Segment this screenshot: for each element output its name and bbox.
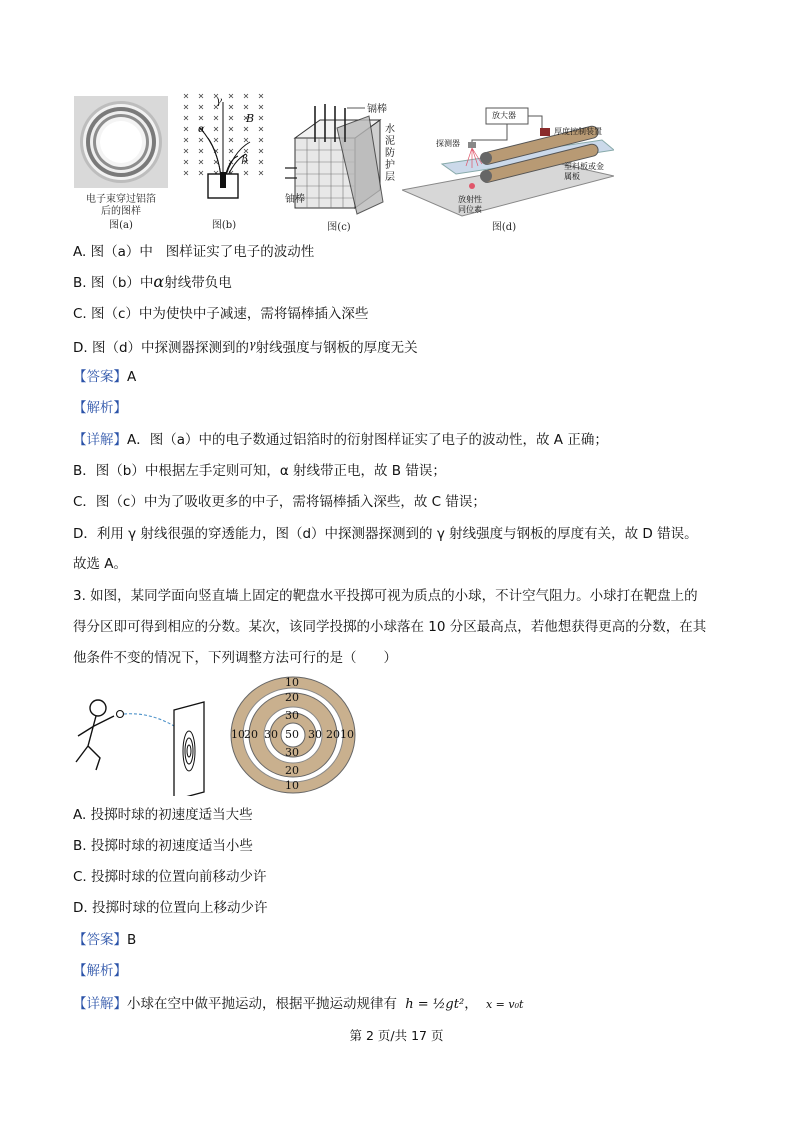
q3-option-c: C. 投掷时球的位置向前移动少许 [73,869,267,885]
score-10-right: 10 [340,728,354,741]
q2-answer: 【答案】A [73,369,137,385]
score-10-bottom: 10 [285,779,299,792]
score-30-left: 30 [264,728,278,741]
figure-a [74,96,168,230]
field-cross-mark [214,138,218,142]
gamma-label: γ [216,96,222,107]
q2-option-c: C. 图（c）中为使快中子减速，需将镉棒插入深些 [73,306,369,322]
score-30-right: 30 [308,728,322,741]
q3-answer: 【答案】B [73,932,137,948]
shield-label: 水泥防护层 [385,124,395,183]
field-cross-mark [259,138,263,142]
figure-a-caption-line2: 后的图样 [101,206,141,217]
field-cross-mark [229,105,233,109]
score-30-bottom: 30 [285,746,299,759]
formula-distance: x = v₀t [485,998,524,1011]
q2-option-a: A. 图（a）中 图样证实了电子的波动性 [73,244,315,260]
field-cross-mark [184,160,188,164]
page-footer: 第 2 页/共 17 页 [349,1028,444,1043]
field-cross-mark [199,94,203,98]
score-20-left: 20 [244,728,258,741]
field-cross-mark [259,105,263,109]
detector-label: 探测器 [436,139,460,148]
field-cross-mark [214,116,218,120]
q2-detail-a: 【详解】A．图（a）中的电子数通过铝箔时的衍射图样证实了电子的波动性，故 A 正确； [73,432,608,448]
field-cross-mark [199,149,203,153]
q3-stem-line2: 得分区即可得到相应的分数。某次，该同学投掷的小球落在 10 分区最高点，若他想获得更高的分数，在其 [73,619,707,635]
field-cross-mark [199,138,203,142]
field-cross-mark [184,116,188,120]
isotope-label-line2: 同位素 [458,205,482,214]
q3-stem-line3: 他条件不变的情况下，下列调整方法可行的是（ ） [73,650,397,666]
q3-stem-line1: 3. 如图，某同学面向竖直墙上固定的靶盘水平投掷可视为质点的小球，不计空气阻力。小球打在靶盘上的 [73,588,698,604]
score-20-top: 20 [285,691,299,704]
q3-analysis-heading: 【解析】 [73,963,127,979]
field-cross-mark [244,171,248,175]
field-cross-mark [259,116,263,120]
q2-detail-c: C．图（c）中为了吸收更多的中子，需将镉棒插入深些，故 C 错误； [73,494,486,510]
thrower-diagram [70,696,220,796]
field-cross-mark [244,149,248,153]
field-cross-mark [199,171,203,175]
field-cross-mark [244,138,248,142]
field-cross-mark [259,127,263,131]
field-cross-mark [199,105,203,109]
magnetic-field-diagram [180,90,270,218]
figure-d [402,100,614,233]
beta-label: β [242,154,248,165]
q2-conclusion: 故选 A。 [73,556,128,572]
fuel-rod-label: 铀棒 [285,194,305,205]
q3-detail: 【详解】小球在空中做平抛运动，根据平抛运动规律有 h = ½gt²， x = v₀t [73,996,524,1012]
q2-option-b: B. 图（b）中α射线带负电 [73,272,232,291]
field-cross-mark [199,116,203,120]
field-cross-mark [199,160,203,164]
figure-b [180,90,270,230]
score-10-left: 10 [231,728,245,741]
field-cross-mark [259,160,263,164]
field-cross-mark [184,127,188,131]
figure-a-label: 图(a) [109,220,133,231]
q3-option-b: B. 投掷时球的初速度适当小些 [73,838,253,854]
q2-analysis-heading: 【解析】 [73,400,127,416]
field-cross-mark [244,127,248,131]
field-cross-mark [259,171,263,175]
field-cross-mark [244,94,248,98]
q2-detail-d: D．利用 γ 射线很强的穿透能力，图（d）中探测器探测到的 γ 射线强度与钢板的厚度有关，故 D 错误。 [73,526,698,542]
diffraction-pattern-image [74,96,168,188]
field-cross-mark [229,138,233,142]
figure-c [285,98,410,233]
cadmium-rod-label: 镉棒 [367,104,387,115]
figure-c-label: 图(c) [327,222,351,233]
field-cross-mark [184,149,188,153]
field-cross-mark [184,94,188,98]
field-cross-mark [184,171,188,175]
figure-a-caption-line1: 电子束穿过铝箔 [86,194,156,205]
field-cross-mark [229,149,233,153]
field-cross-mark [259,149,263,153]
figure-d-label: 图(d) [491,222,517,233]
isotope-label-line1: 放射性 [458,195,482,204]
field-cross-mark [184,105,188,109]
field-cross-mark [184,138,188,142]
q2-option-d: D. 图（d）中探测器探测到的$^\gamma$射线强度与钢板的厚度无关 [73,338,418,356]
score-20-bottom: 20 [285,764,299,777]
q2-detail-b: B．图（b）中根据左手定则可知，α 射线带正电，故 B 错误； [73,463,446,479]
alpha-label: α [198,124,205,135]
field-cross-mark [244,105,248,109]
score-10-top: 10 [285,676,299,689]
target-board [228,676,358,794]
score-30-top: 30 [285,709,299,722]
gamma-symbol: γ [249,338,256,351]
field-cross-mark [229,127,233,131]
formula-height: h = ½gt² [405,997,465,1012]
q3-option-d: D. 投掷时球的位置向上移动少许 [73,900,268,916]
plate-label: 塑料板或金属板 [564,162,604,181]
alpha-symbol: α [153,272,165,291]
field-cross-mark [229,116,233,120]
amplifier-label: 放大器 [492,111,516,120]
field-cross-mark [229,94,233,98]
thickness-control-label: 厚度控制装置 [554,127,602,136]
score-50-center: 50 [285,728,299,741]
q3-option-a: A. 投掷时球的初速度适当大些 [73,807,253,823]
field-b-label: B [246,112,255,125]
field-cross-mark [259,94,263,98]
figure-b-label: 图(b) [211,220,237,231]
field-cross-mark [214,127,218,131]
score-20-right: 20 [326,728,340,741]
